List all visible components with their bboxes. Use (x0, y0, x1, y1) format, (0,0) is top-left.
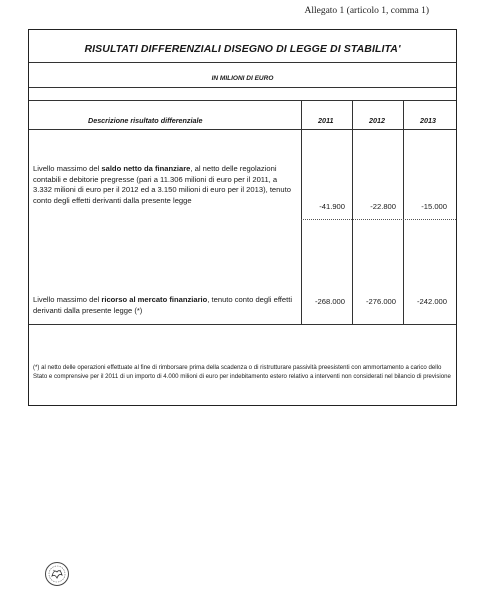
row-ricorso-description: Livello massimo del ricorso al mercato finanziario, tenuto conto degli effetti derivanti dalla presente legge (*) (33, 295, 293, 315)
column-header-2011: 2011 (318, 116, 334, 125)
column-header-2013: 2013 (420, 116, 436, 125)
table-title: RISULTATI DIFFERENZIALI DISEGNO DI LEGGE DI STABILITA' (84, 43, 401, 55)
divider-header (29, 129, 456, 130)
row-ricorso-value-2013: -242.000 (417, 297, 447, 306)
unit-subtitle: IN MILIONI DI EURO (211, 75, 274, 82)
divider-table-top (29, 100, 456, 101)
column-divider-2 (352, 100, 353, 324)
column-divider-3 (403, 100, 404, 324)
divider-subtitle (29, 87, 456, 88)
row-saldo-value-2011: -41.900 (319, 202, 345, 211)
row-saldo-description: Livello massimo del saldo netto da finanziare, al netto delle regolazioni contabili e debitorie pregresse (pari a 11.306 milioni di euro per il 2011, a 3.332 milioni di euro per il 2012 ed a 3.150 milioni di euro per il 2013), tenuto conto degli effetti derivanti dalla presente legge (33, 164, 291, 205)
divider-table-bottom (29, 324, 456, 325)
row-ricorso-value-2011: -268.000 (315, 297, 345, 306)
footnote: (*) al netto delle operazioni effettuate al fine di rimborsare prima della scadenza o di ristrutturare passività preesistenti con ammortamento a carico dello Stato e comprensive per il 2011 di un importo di 4.000 milioni di euro per indebitamento estero relativo a interventi non considerati nel bilancio di previsione (33, 364, 451, 380)
row-saldo-value-2013: -15.000 (421, 202, 447, 211)
row-saldo-value-2012: -22.800 (370, 202, 396, 211)
divider-title (29, 62, 456, 63)
column-header-description: Descrizione risultato differenziale (88, 116, 203, 125)
row-ricorso-value-2012: -276.000 (366, 297, 396, 306)
column-divider-1 (301, 100, 302, 324)
table-frame (28, 29, 457, 406)
divider-row-values (301, 219, 456, 220)
column-header-2012: 2012 (369, 116, 385, 125)
seal-stamp-icon (44, 561, 70, 587)
allegato-reference: Allegato 1 (articolo 1, comma 1) (304, 6, 429, 16)
